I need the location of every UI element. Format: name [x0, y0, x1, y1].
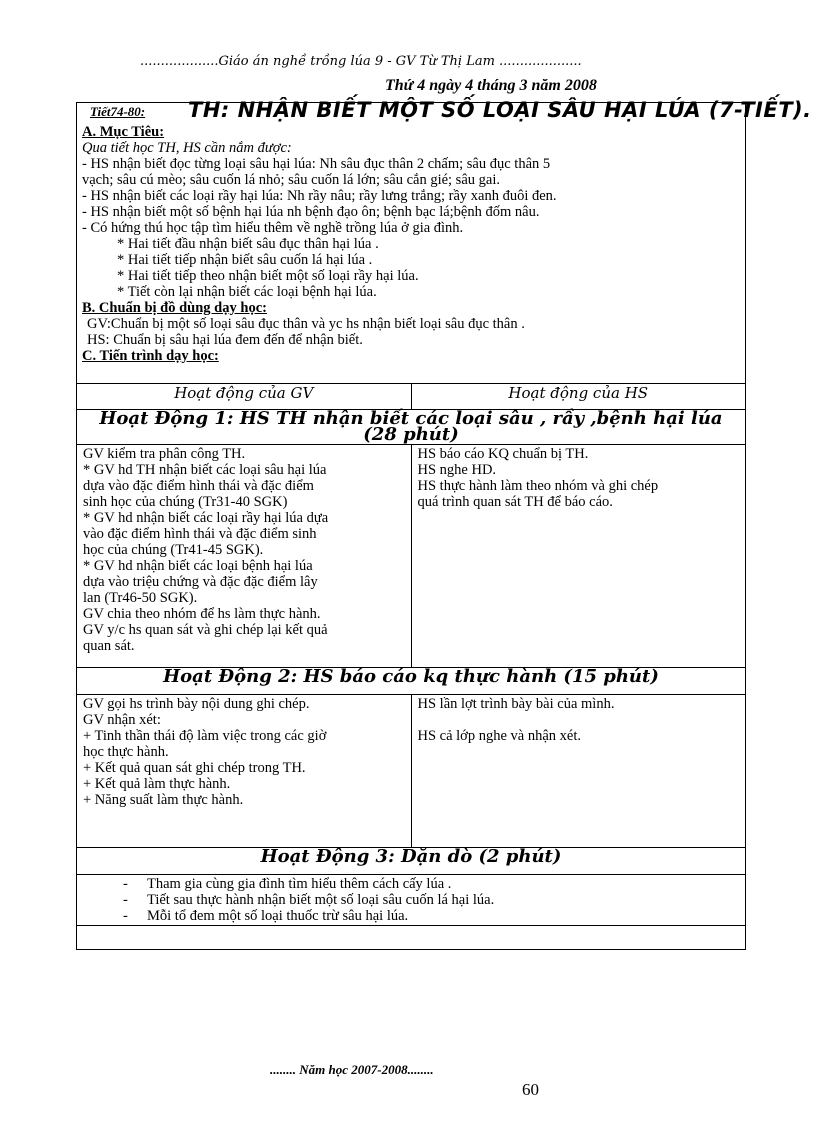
- school-year-line: ........ Năm học 2007-2008........: [270, 1062, 434, 1077]
- column-header-row: [77, 384, 746, 410]
- gv-line: + Kết quả quan sát ghi chép trong TH.: [83, 760, 306, 776]
- hs-line: [418, 712, 740, 728]
- activity1-row: [77, 445, 746, 668]
- objectives-intro: Qua tiết học TH, HS cần nắm được:: [82, 140, 292, 156]
- section-b-heading: B. Chuẩn bị đồ dùng dạy học:: [82, 300, 267, 316]
- activity2-title: Hoạt Động 2: HS báo cáo kq thực hành (15 phút): [77, 668, 746, 695]
- section-a-heading: A. Mục Tiêu:: [82, 124, 165, 140]
- lesson-plan-table: [76, 383, 746, 926]
- gv-line: * GV hd nhận biết các loại bệnh hại lúa: [83, 558, 313, 574]
- objective-line: - HS nhận biết các loại rầy hại lúa: Nh rầy nâu; rầy lưng trắng; rầy xanh đuôi đen.: [82, 188, 557, 204]
- gv-line: GV gọi hs trình bày nội dung ghi chép.: [83, 696, 310, 712]
- list-item: - Tiết sau thực hành nhận biết một số loại sâu cuốn lá hại lúa.: [83, 892, 739, 908]
- hs-line: HS thực hành làm theo nhóm và ghi chép: [417, 478, 659, 494]
- gv-line: dựa vào đặc điểm hình thái và đặc điểm: [83, 478, 314, 494]
- assignment-list: [83, 876, 739, 924]
- gv-column-header: Hoạt động của GV: [77, 384, 412, 410]
- lesson-title: TH: NHẬN BIẾT MỘT SỐ LOẠI SÂU HẠI LÚA (7-TIẾT).: [188, 98, 812, 122]
- gv-line: * GV hd TH nhận biết các loại sâu hại lúa: [83, 462, 327, 478]
- gv-line: GV y/c hs quan sát và ghi chép lại kết quả: [83, 622, 328, 638]
- gv-line: * GV hd nhận biết các loại rầy hại lúa dựa: [83, 510, 329, 526]
- date-line: Thứ 4 ngày 4 tháng 3 năm 2008: [385, 77, 597, 94]
- activity-title-row: [77, 668, 746, 695]
- gv-line: quan sát.: [83, 638, 135, 654]
- sub-item: * Hai tiết tiếp theo nhận biết một số loại rầy hại lúa.: [117, 268, 419, 284]
- activity2-gv-cell: [77, 695, 412, 848]
- gv-line: GV kiểm tra phân công TH.: [83, 446, 246, 462]
- objective-line: - HS nhận biết một số bệnh hại lúa nh bệnh đạo ôn; bệnh bạc lá;bệnh đốm nâu.: [82, 204, 540, 220]
- activity3-title: Hoạt Động 3: Dặn dò (2 phút): [77, 848, 746, 875]
- activity1-hs-cell: [411, 445, 746, 668]
- objective-line: - Có hứng thú học tập tìm hiểu thêm về nghề trồng lúa ở gia đình.: [82, 220, 464, 236]
- objective-line: - HS nhận biết đọc từng loại sâu hại lúa: Nh sâu đục thân 2 chấm; sâu đục thân 5: [82, 156, 551, 172]
- prep-line: HS: Chuẩn bị sâu hại lúa đem đến để nhận biết.: [87, 332, 363, 348]
- objective-line: vạch; sâu cú mèo; sâu cuốn lá nhỏ; sâu cuốn lá lớn; sâu cắn gié; sâu gai.: [82, 172, 500, 188]
- hs-line: HS cả lớp nghe và nhận xét.: [417, 728, 582, 744]
- list-item: - Tham gia cùng gia đình tìm hiểu thêm cách cấy lúa .: [83, 876, 739, 892]
- activity2-row: [77, 695, 746, 848]
- gv-line: dựa vào triệu chứng và đặc đặc điểm lây: [83, 574, 318, 590]
- gv-line: lan (Tr46-50 SGK).: [83, 590, 198, 606]
- gv-line: GV nhận xét:: [83, 712, 161, 728]
- sub-item: * Hai tiết tiếp nhận biết sâu cuốn lá hại lúa .: [117, 252, 373, 268]
- lesson-body: [82, 124, 742, 364]
- gv-line: học thực hành.: [83, 744, 169, 760]
- gv-line: sinh học của chúng (Tr31-40 SGK): [83, 494, 288, 510]
- gv-line: + Kết quả làm thực hành.: [83, 776, 231, 792]
- gv-line: học của chúng (Tr41-45 SGK).: [83, 542, 264, 558]
- header-line: ...................Giáo án nghề trồng lúa 9 - GV Từ Thị Lam ....................: [140, 54, 582, 69]
- activity-title-row: [77, 410, 746, 445]
- hs-line: HS nghe HD.: [417, 462, 497, 478]
- section-c-heading: C. Tiến trình dạy học:: [82, 348, 219, 364]
- activity-title-row: [77, 848, 746, 875]
- gv-line: vào đặc điểm hình thái và đặc điểm sinh: [83, 526, 317, 542]
- page-number: 60: [522, 1080, 539, 1099]
- hs-line: HS báo cáo KQ chuẩn bị TH.: [417, 446, 589, 462]
- hs-column-header: Hoạt động của HS: [411, 384, 746, 410]
- hs-line: quá trình quan sát TH để báo cáo.: [417, 494, 613, 510]
- activity1-title: Hoạt Động 1: HS TH nhận biết các loại sâu , rầy ,bệnh hại lúa (28 phút): [77, 410, 746, 445]
- activity2-hs-cell: [411, 695, 746, 848]
- list-item: - Mỗi tổ đem một số loại thuốc trừ sâu hại lúa.: [83, 908, 739, 924]
- gv-line: + Tinh thần thái độ làm việc trong các giờ: [83, 728, 327, 744]
- hs-line: HS lần lợt trình bày bài của mình.: [417, 696, 615, 712]
- sub-item: * Tiết còn lại nhận biết các loại bệnh hại lúa.: [117, 284, 377, 300]
- prep-line: GV:Chuẩn bị một số loại sâu đục thân và yc hs nhận biết loại sâu đục thân .: [87, 316, 525, 332]
- activity3-row: [77, 875, 746, 926]
- gv-line: + Năng suất làm thực hành.: [83, 792, 244, 808]
- activity1-gv-cell: [77, 445, 412, 668]
- activity3-cell: [77, 875, 746, 926]
- lesson-number: Tiết74-80:: [90, 104, 146, 119]
- sub-item: * Hai tiết đầu nhận biết sâu đục thân hại lúa .: [117, 236, 379, 252]
- gv-line: GV chia theo nhóm để hs làm thực hành.: [83, 606, 321, 622]
